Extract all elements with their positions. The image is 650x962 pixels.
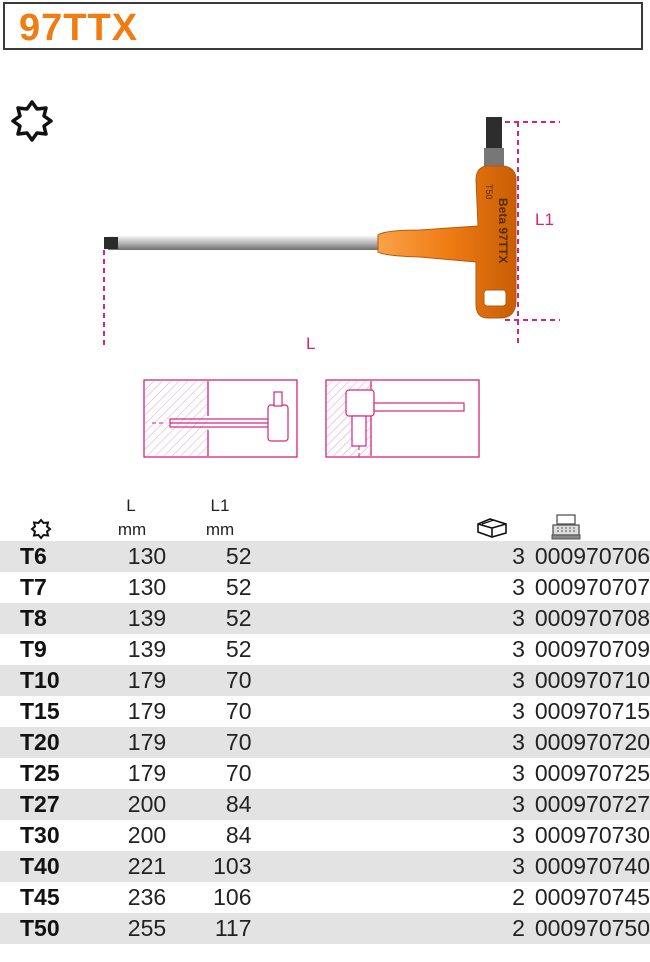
spacer-cell: [252, 603, 502, 634]
torx-column-icon: [30, 518, 52, 540]
usage-diagram-left: [144, 380, 297, 457]
handle-size-text: T50: [484, 184, 494, 200]
size-cell: T6: [0, 541, 98, 572]
qty-cell: 3: [501, 789, 524, 820]
code-cell: 000970707: [534, 574, 650, 600]
code-cell: 000970730: [534, 822, 650, 848]
l1-cell: 103: [166, 851, 251, 882]
table-row: [0, 913, 650, 944]
qty-cell: 2: [501, 913, 524, 944]
spacer-cell: [252, 572, 502, 603]
table-row: [0, 634, 650, 665]
l-cell: 139: [98, 603, 166, 634]
l-cell: 130: [127, 574, 167, 600]
size-cell: T7: [20, 574, 47, 600]
spacer-cell: [252, 758, 502, 789]
key-handle: [378, 166, 516, 318]
qty-cell: 3: [512, 698, 525, 724]
code-cell: 000970710: [525, 665, 650, 696]
code-cell: 000970709: [534, 636, 650, 662]
qty-cell: 3: [512, 760, 525, 786]
cash-register-icon: [551, 513, 581, 541]
spacer-cell: [252, 665, 502, 696]
size-cell: T8: [0, 603, 98, 634]
code-cell: 000970725: [534, 760, 650, 786]
size-cell: T45: [20, 884, 60, 910]
qty-cell: 3: [501, 665, 524, 696]
size-cell: T30: [20, 822, 60, 848]
l1-cell: 70: [225, 760, 252, 786]
table-row: [0, 882, 650, 913]
handle-brand-text: Beta 97TTX: [496, 198, 510, 264]
dimension-l1-label: L1: [535, 210, 554, 229]
torx-icon: [13, 102, 51, 140]
l-cell: 179: [98, 727, 166, 758]
l1-cell: 117: [166, 913, 251, 944]
spacer-cell: [252, 634, 502, 665]
l1-cell: 70: [225, 698, 252, 724]
table-row: [0, 541, 650, 572]
dimension-l-label: L: [306, 334, 316, 353]
title-box: [3, 2, 643, 50]
l1-cell: 106: [213, 884, 252, 910]
key-shaft: [104, 236, 390, 250]
l1-cell: 52: [166, 541, 251, 572]
spacer-cell: [252, 541, 502, 572]
qty-cell: 3: [512, 822, 525, 848]
code-cell: 000970720: [525, 727, 650, 758]
code-cell: 000970708: [525, 603, 650, 634]
l-cell: 255: [98, 913, 166, 944]
l-cell: 179: [98, 665, 166, 696]
l1-cell: 70: [166, 727, 251, 758]
table-row: [0, 665, 650, 696]
l1-cell: 52: [225, 574, 252, 600]
size-cell: T10: [0, 665, 98, 696]
table-row: [0, 727, 650, 758]
qty-cell: 3: [501, 851, 524, 882]
size-cell: T40: [0, 851, 98, 882]
spacer-cell: [252, 789, 502, 820]
code-cell: 000970750: [525, 913, 650, 944]
qty-cell: 3: [501, 541, 524, 572]
qty-cell: 3: [512, 574, 525, 600]
code-cell: 000970745: [534, 884, 650, 910]
spacer-cell: [252, 820, 502, 851]
specs-table: [0, 541, 650, 944]
package-icon: [476, 516, 508, 538]
qty-cell: 3: [501, 727, 524, 758]
table-row: [0, 789, 650, 820]
size-cell: T27: [0, 789, 98, 820]
l-cell: 236: [127, 884, 167, 910]
table-row: [0, 851, 650, 882]
size-cell: T20: [0, 727, 98, 758]
table-row: [0, 696, 650, 727]
table-row: [0, 820, 650, 851]
code-cell: 000970727: [525, 789, 650, 820]
l1-cell: 70: [166, 665, 251, 696]
spacer-cell: [252, 851, 502, 882]
l-cell: 200: [127, 822, 167, 848]
spacer-cell: [252, 913, 502, 944]
code-cell: 000970706: [525, 541, 650, 572]
size-cell: T15: [20, 698, 60, 724]
col-l1-label: L1: [210, 496, 230, 515]
usage-diagram-right: [326, 380, 479, 458]
col-l1-unit: mm: [205, 520, 235, 539]
key-top-bit: [484, 117, 504, 168]
spacer-cell: [252, 882, 502, 913]
size-cell: T50: [0, 913, 98, 944]
table-row: [0, 603, 650, 634]
code-cell: 000970715: [534, 698, 650, 724]
size-cell: T25: [20, 760, 60, 786]
qty-cell: 2: [512, 884, 525, 910]
spacer-cell: [252, 696, 502, 727]
l-cell: 221: [98, 851, 166, 882]
l-cell: 130: [98, 541, 166, 572]
l-cell: 179: [127, 760, 167, 786]
l1-cell: 52: [166, 603, 251, 634]
l1-cell: 84: [166, 789, 251, 820]
col-l-label: L: [126, 496, 136, 515]
l1-cell: 84: [225, 822, 252, 848]
l-cell: 179: [127, 698, 167, 724]
l1-cell: 52: [225, 636, 252, 662]
size-cell: T9: [20, 636, 47, 662]
code-cell: 000970740: [525, 851, 650, 882]
qty-cell: 3: [512, 636, 525, 662]
spacer-cell: [252, 727, 502, 758]
product-title: 97TTX: [19, 7, 139, 49]
product-drawing: [0, 60, 650, 470]
col-l-unit: mm: [117, 520, 147, 539]
qty-cell: 3: [501, 603, 524, 634]
l-cell: 139: [127, 636, 167, 662]
table-row: [0, 758, 650, 789]
l-cell: 200: [98, 789, 166, 820]
table-row: [0, 572, 650, 603]
